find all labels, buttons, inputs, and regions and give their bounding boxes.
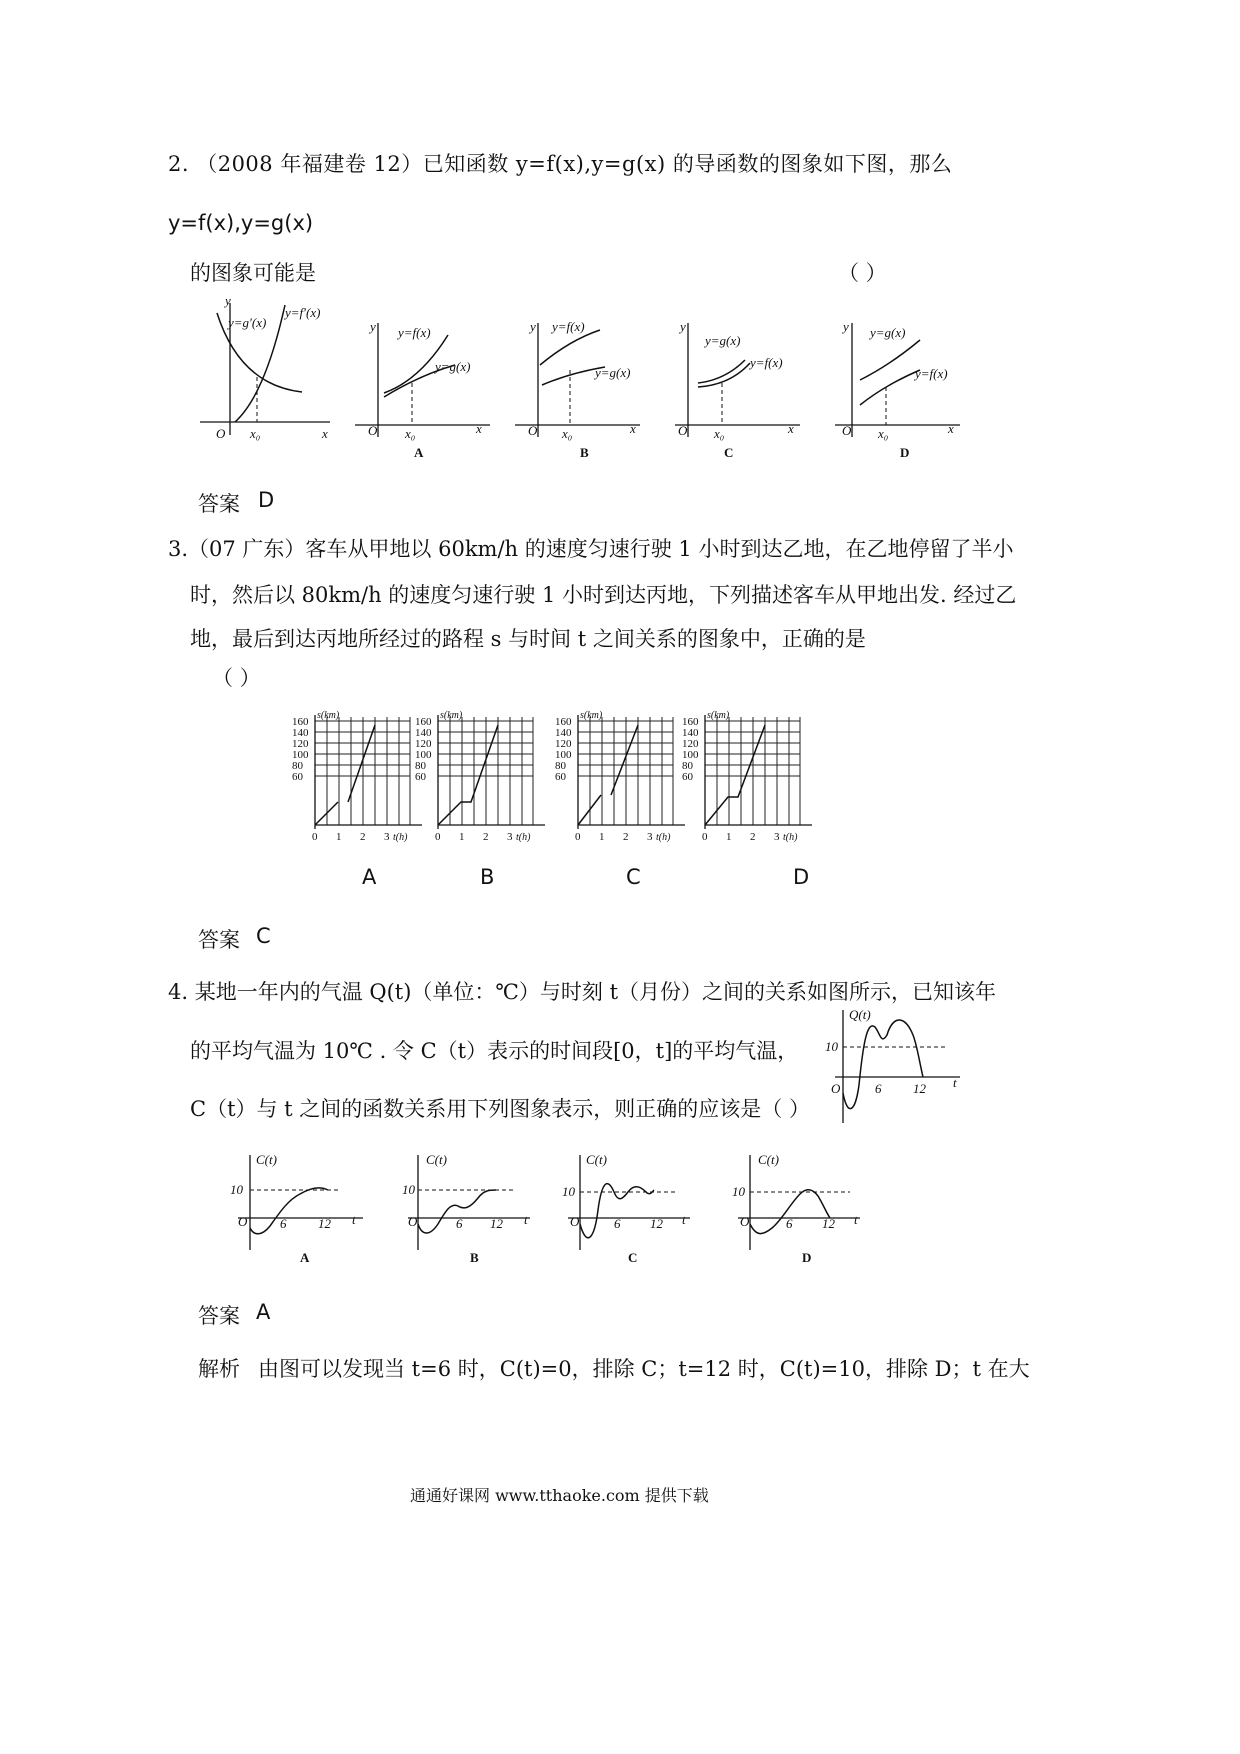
x-tick-label: 1	[599, 831, 605, 843]
svg-text:O: O	[570, 1214, 580, 1229]
x-tick-label: 0	[435, 831, 441, 843]
x-tick-label: 3	[647, 831, 653, 843]
svg-text:y: y	[370, 319, 376, 334]
svg-text:t: t	[682, 1212, 686, 1227]
footer: 通通好课网 www.tthaoke.com 提供下载	[410, 1486, 709, 1505]
q4-main-origin: O	[831, 1081, 841, 1096]
svg-text:10: 10	[562, 1184, 575, 1199]
y-tick-label: 120	[682, 738, 699, 750]
x-tick-label: 0	[312, 831, 318, 843]
x-axis-label: t(h)	[516, 832, 531, 843]
svg-text:6: 6	[786, 1216, 793, 1231]
q2-answer: D	[258, 488, 275, 512]
y-tick-label: 80	[682, 760, 693, 772]
x-tick-label: 0	[702, 831, 708, 843]
q3-caption-d: D	[793, 865, 810, 889]
q4-option-c-graph	[560, 1150, 700, 1270]
svg-text:12: 12	[490, 1216, 503, 1231]
q2-line1: 2. （2008 年福建卷 12）已知函数 y=f(x),y=g(x) 的导函数的图象如下图，那么	[168, 152, 953, 176]
q2-derivative-graph	[190, 295, 340, 445]
option-c-g-label: y=g(x)	[705, 333, 741, 348]
x0-label: x₀	[250, 426, 261, 441]
svg-text:6: 6	[614, 1216, 621, 1231]
q4-line3: C（t）与 t 之间的函数关系用下列图象表示，则正确的应该是（ ）	[190, 1097, 810, 1121]
distance-time-line	[315, 725, 375, 825]
svg-text:y: y	[680, 319, 686, 334]
q4-analysis: 由图可以发现当 t=6 时，C(t)=0，排除 C；t=12 时，C(t)=10，排除 D；t 在大	[258, 1357, 1030, 1381]
y-axis-label: s(km)	[707, 710, 730, 721]
q2-answer-paren: （ ）	[838, 261, 887, 285]
y-axis-label: s(km)	[440, 710, 463, 721]
q3-line1: 3.（07 广东）客车从甲地以 60km/h 的速度匀速行驶 1 小时到达乙地，在乙地停留了半小	[168, 537, 1014, 561]
svg-text:O: O	[740, 1214, 750, 1229]
q3-graph-b	[413, 707, 563, 847]
distance-time-line	[578, 725, 638, 825]
svg-text:x₀: x₀	[562, 426, 573, 441]
svg-text:t: t	[524, 1212, 528, 1227]
svg-text:O: O	[528, 423, 538, 438]
option-a-caption: A	[414, 445, 424, 460]
q3-line3: 地，最后到达丙地所经过的路程 s 与时间 t 之间关系的图象中，正确的是	[190, 627, 866, 651]
option-d-g-label: y=g(x)	[870, 325, 906, 340]
x-tick-label: 1	[726, 831, 732, 843]
svg-text:O: O	[678, 423, 688, 438]
q3-line2: 时，然后以 80km/h 的速度匀速行驶 1 小时到达丙地，下列描述客车从甲地出发. 经过乙	[190, 583, 1017, 607]
y-tick-label: 100	[682, 749, 699, 761]
option-c-caption: C	[724, 445, 734, 460]
svg-text:O: O	[842, 423, 852, 438]
svg-text:C(t): C(t)	[586, 1152, 607, 1167]
svg-text:C(t): C(t)	[256, 1152, 277, 1167]
y-tick-label: 80	[292, 760, 303, 772]
q2-option-c-graph	[670, 315, 820, 465]
svg-text:10: 10	[732, 1184, 745, 1199]
q4-caption-d: D	[802, 1250, 812, 1265]
q3-graph-d	[680, 707, 830, 847]
y-tick-label: 160	[682, 716, 699, 728]
y-axis-label: s(km)	[317, 710, 340, 721]
x-tick-label: 1	[336, 831, 342, 843]
y-tick-label: 140	[415, 727, 432, 739]
distance-time-line	[438, 725, 498, 825]
q4-main-tick6: 6	[875, 1081, 882, 1096]
svg-text:x: x	[630, 421, 636, 436]
q3-answer: C	[256, 924, 271, 948]
x-tick-label: 3	[774, 831, 780, 843]
y-tick-label: 160	[292, 716, 309, 728]
svg-text:x₀: x₀	[405, 426, 416, 441]
y-tick-label: 60	[682, 771, 693, 783]
q3-answer-label: 答案	[198, 928, 240, 952]
q4-answer: A	[256, 1300, 271, 1324]
q4-option-b-graph	[400, 1150, 540, 1270]
y-axis-label: s(km)	[580, 710, 603, 721]
x-tick-label: 2	[483, 831, 489, 843]
svg-text:x: x	[788, 421, 794, 436]
q4-line2: 的平均气温为 10℃ . 令 C（t）表示的时间段[0，t]的平均气温，	[190, 1039, 799, 1063]
y-axis-label: y	[225, 293, 231, 308]
x-tick-label: 2	[360, 831, 366, 843]
q3-caption-a: A	[362, 865, 377, 889]
q4-main-x-label: t	[953, 1075, 957, 1090]
y-tick-label: 140	[682, 727, 699, 739]
q3-caption-c: C	[626, 865, 641, 889]
svg-text:x₀: x₀	[714, 426, 725, 441]
svg-text:t: t	[352, 1212, 356, 1227]
q4-option-a-graph	[228, 1150, 368, 1270]
q2-line2: y=f(x),y=g(x)	[168, 211, 314, 235]
option-a-g-label: y=g(x)	[435, 359, 471, 374]
svg-text:O: O	[368, 423, 378, 438]
x-axis-label: t(h)	[656, 832, 671, 843]
distance-time-line	[705, 725, 765, 825]
x-tick-label: 3	[384, 831, 390, 843]
x-tick-label: 3	[507, 831, 513, 843]
y-tick-label: 100	[555, 749, 572, 761]
option-c-f-label: y=f(x)	[750, 355, 783, 370]
option-b-g-label: y=g(x)	[595, 365, 631, 380]
g-prime-label: y=g′(x)	[228, 315, 267, 330]
q4-main-y-label: Q(t)	[849, 1007, 871, 1022]
svg-text:x: x	[948, 421, 954, 436]
y-tick-label: 60	[415, 771, 426, 783]
y-tick-label: 100	[292, 749, 309, 761]
q4-main-level: 10	[825, 1039, 838, 1054]
y-tick-label: 120	[415, 738, 432, 750]
y-tick-label: 140	[292, 727, 309, 739]
y-tick-label: 120	[292, 738, 309, 750]
q4-caption-c: C	[628, 1250, 638, 1265]
svg-text:x₀: x₀	[878, 426, 889, 441]
q2-option-b-graph	[510, 315, 660, 465]
svg-text:y: y	[530, 319, 536, 334]
q3-caption-b: B	[480, 865, 495, 889]
x-tick-label: 0	[575, 831, 581, 843]
svg-text:10: 10	[230, 1182, 243, 1197]
q2-option-a-graph	[350, 315, 500, 465]
q4-temperature-graph	[825, 1005, 965, 1125]
option-a-f-label: y=f(x)	[398, 325, 431, 340]
svg-text:C(t): C(t)	[426, 1152, 447, 1167]
y-tick-label: 120	[555, 738, 572, 750]
q3-answer-paren: （ ）	[212, 666, 261, 690]
q2-line3: 的图象可能是	[190, 261, 316, 285]
q2-answer-label: 答案	[198, 492, 240, 516]
y-tick-label: 80	[555, 760, 566, 772]
q4-analysis-label: 解析	[198, 1357, 240, 1381]
svg-text:x: x	[476, 421, 482, 436]
q2-option-d-graph	[830, 315, 980, 465]
svg-text:6: 6	[280, 1216, 287, 1231]
x-tick-label: 1	[459, 831, 465, 843]
svg-text:t: t	[854, 1212, 858, 1227]
svg-text:12: 12	[650, 1216, 663, 1231]
svg-text:12: 12	[822, 1216, 835, 1231]
x-tick-label: 2	[750, 831, 756, 843]
y-tick-label: 140	[555, 727, 572, 739]
y-tick-label: 60	[555, 771, 566, 783]
svg-text:C(t): C(t)	[758, 1152, 779, 1167]
x-tick-label: 2	[623, 831, 629, 843]
q4-main-tick12: 12	[913, 1081, 926, 1096]
origin-label: O	[216, 426, 226, 441]
option-b-caption: B	[580, 445, 589, 460]
f-prime-label: y=f′(x)	[285, 305, 321, 320]
y-tick-label: 100	[415, 749, 432, 761]
option-d-f-label: y=f(x)	[915, 366, 948, 381]
y-tick-label: 60	[292, 771, 303, 783]
svg-text:12: 12	[318, 1216, 331, 1231]
option-b-f-label: y=f(x)	[552, 319, 585, 334]
svg-text:6: 6	[456, 1216, 463, 1231]
y-tick-label: 160	[415, 716, 432, 728]
svg-text:O: O	[238, 1214, 248, 1229]
x-axis-label: t(h)	[393, 832, 408, 843]
q4-option-d-graph	[730, 1150, 870, 1270]
x-label: x	[322, 426, 328, 441]
q4-caption-b: B	[470, 1250, 479, 1265]
x-axis-label: t(h)	[783, 832, 798, 843]
option-d-caption: D	[900, 445, 910, 460]
svg-text:10: 10	[402, 1182, 415, 1197]
svg-text:O: O	[408, 1214, 418, 1229]
q4-answer-label: 答案	[198, 1304, 240, 1328]
y-tick-label: 160	[555, 716, 572, 728]
svg-text:y: y	[843, 319, 849, 334]
q4-caption-a: A	[300, 1250, 310, 1265]
y-tick-label: 80	[415, 760, 426, 772]
q4-line1: 4. 某地一年内的气温 Q(t)（单位：℃）与时刻 t（月份）之间的关系如图所示，已知该年	[168, 980, 997, 1004]
